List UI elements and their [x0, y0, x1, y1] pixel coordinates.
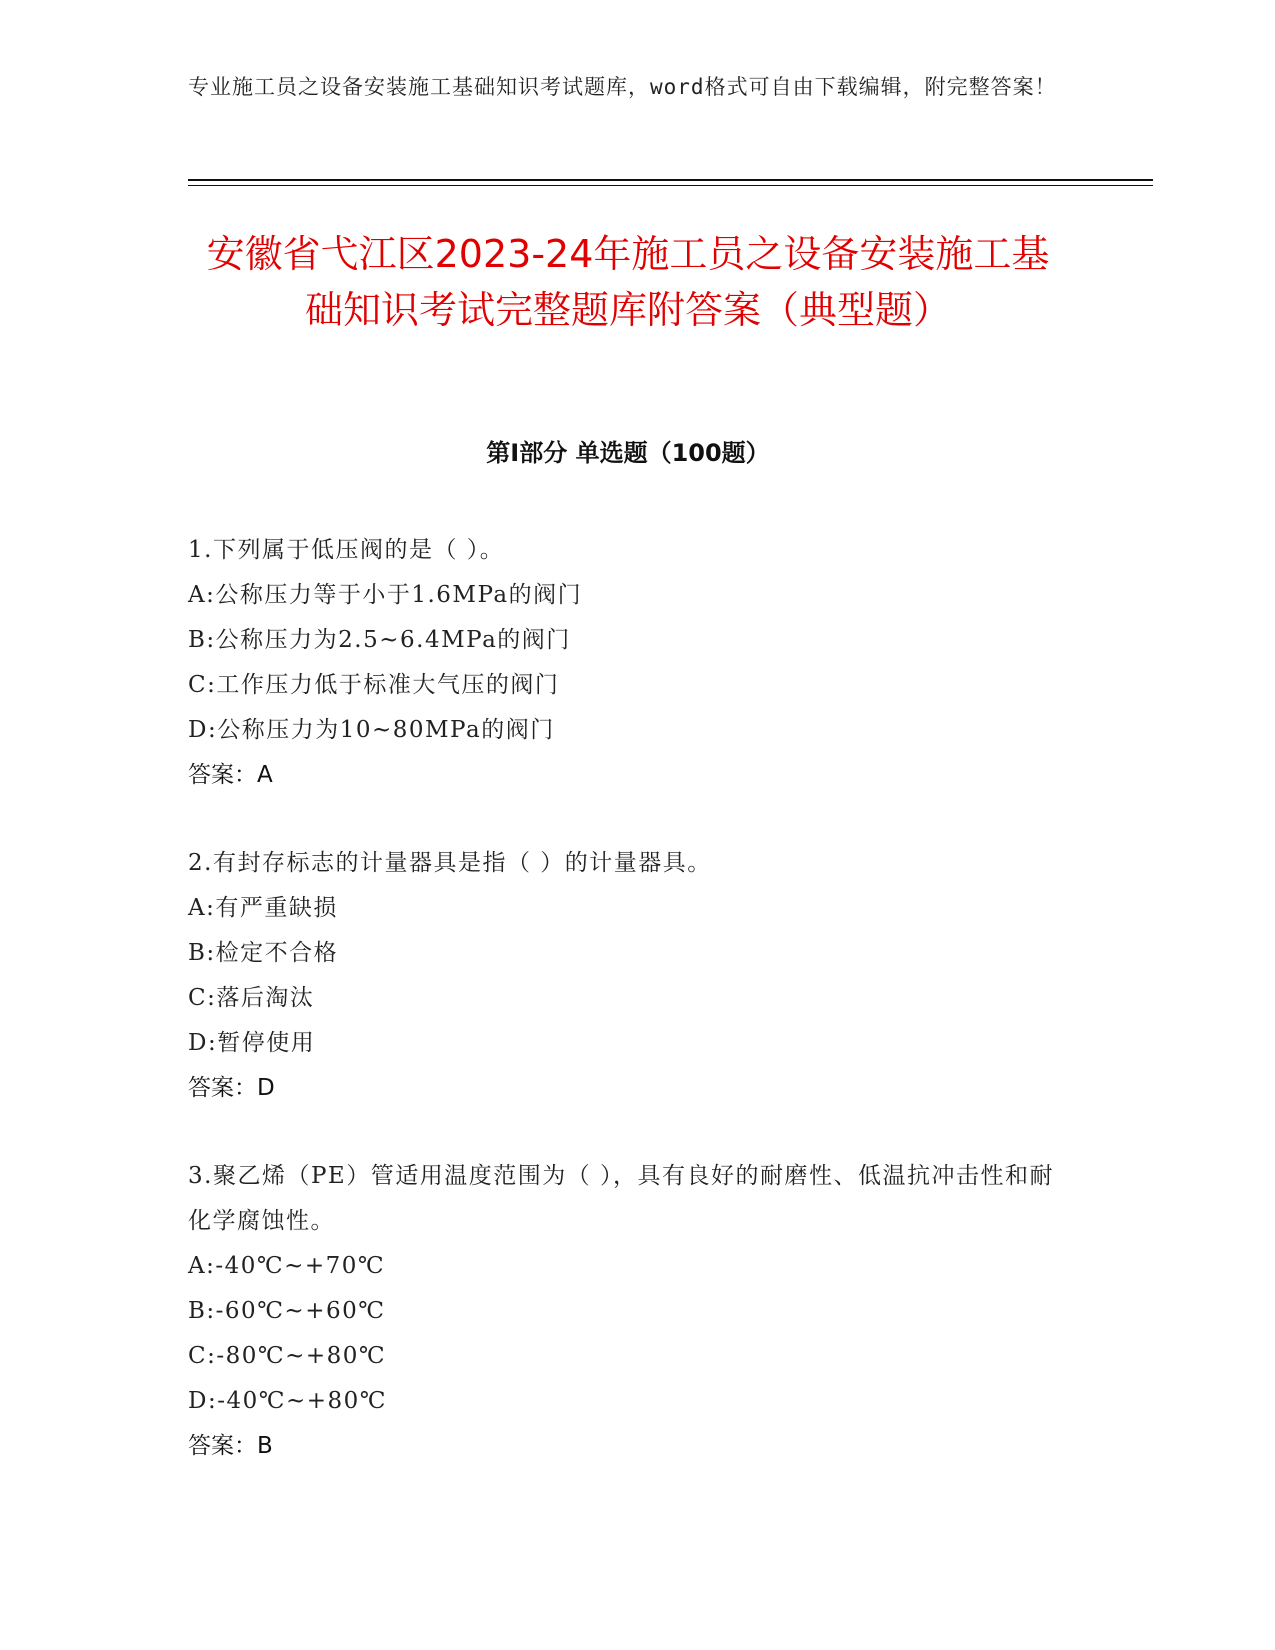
- option-d: D:-40℃~+80℃: [188, 1388, 387, 1414]
- option-c: C:-80℃~+80℃: [188, 1343, 387, 1369]
- question-stem: 2.有封存标志的计量器具是指（ ）的计量器具。: [188, 850, 712, 876]
- answer-line: 答案：B: [188, 1433, 273, 1459]
- header-divider-thick: [188, 179, 1153, 181]
- question-2: [188, 841, 1068, 1111]
- question-stem: 1.下列属于低压阀的是（ ）。: [188, 537, 505, 563]
- option-c: C:落后淘汰: [188, 985, 315, 1011]
- answer-line: 答案：D: [188, 1075, 275, 1101]
- option-a: A:-40℃~+70℃: [188, 1253, 386, 1279]
- question-1: [188, 528, 1068, 798]
- option-d: D:公称压力为10~80MPa的阀门: [188, 717, 555, 743]
- option-d: D:暂停使用: [188, 1030, 316, 1056]
- section-heading: 第Ⅰ部分 单选题（100题）: [486, 439, 770, 467]
- option-c: C:工作压力低于标准大气压的阀门: [188, 672, 560, 698]
- document-title: 安徽省弋江区2023-24年施工员之设备安装施工基础知识考试完整题库附答案（典型题）: [206, 232, 1050, 332]
- header-divider-thin: [188, 185, 1153, 186]
- option-a: A:有严重缺损: [188, 895, 338, 921]
- answer-line: 答案：A: [188, 762, 273, 788]
- option-b: B:检定不合格: [188, 940, 339, 966]
- option-b: B:-60℃~+60℃: [188, 1298, 386, 1324]
- question-list: [188, 528, 1068, 1512]
- header-note: 专业施工员之设备安装施工基础知识考试题库，word格式可自由下载编辑，附完整答案！: [188, 75, 1057, 99]
- question-3: [188, 1154, 1068, 1469]
- option-b: B:公称压力为2.5~6.4MPa的阀门: [188, 627, 571, 653]
- option-a: A:公称压力等于小于1.6MPa的阀门: [188, 582, 583, 608]
- question-stem: 3.聚乙烯（PE）管适用温度范围为（ ），具有良好的耐磨性、低温抗冲击性和耐化学腐蚀性。: [188, 1163, 1055, 1234]
